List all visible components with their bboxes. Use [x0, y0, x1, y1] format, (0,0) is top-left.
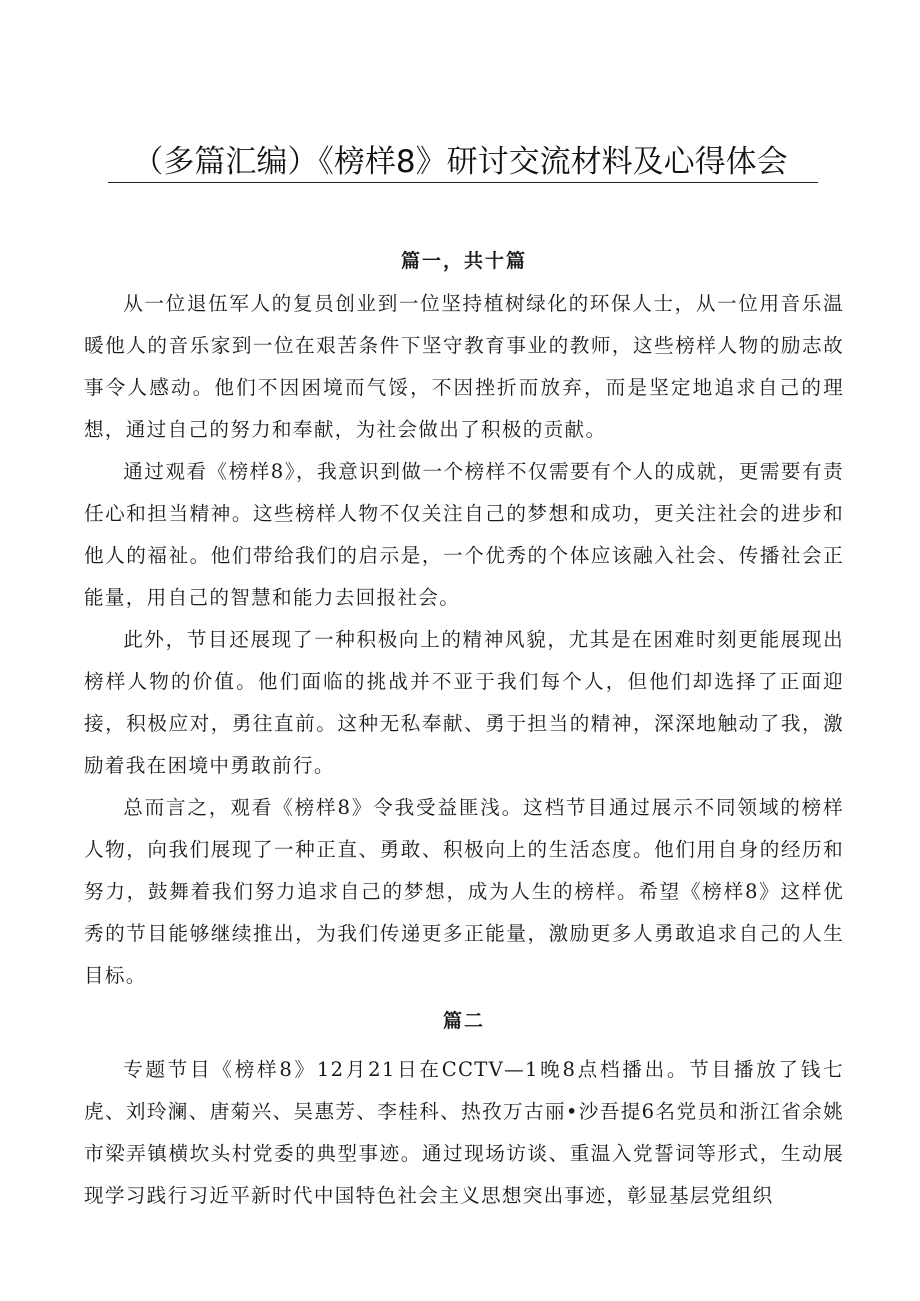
paragraph: 此外，节目还展现了一种积极向上的精神风貌，尤其是在困难时刻更能展现出榜样人物的价值。他们面临的挑战并不亚于我们每个人，但他们却选择了正面迎接，积极应对，勇往直前。这种无私奉献、勇于担当的精神，深深地触动了我，激励着我在困境中勇敢前行。	[84, 628, 844, 777]
paragraph: 通过观看《榜样8》，我意识到做一个榜样不仅需要有个人的成就，更需要有责任心和担当精神。这些榜样人物不仅关注自己的梦想和成功，更关注社会的进步和他人的福祉。他们带给我们的启示是，一个优秀的个体应该融入社会、传播社会正能量，用自己的智慧和能力去回报社会。	[84, 460, 844, 609]
paragraph: 专题节目《榜样8》12月21日在CCTV—1晚8点档播出。节目播放了钱七虎、刘玲澜、唐菊兴、吴惠芳、李桂科、热孜万古丽•沙吾提6名党员和浙江省余姚市梁弄镇横坎头村党委的典型事迹。通过现场访谈、重温入党誓词等形式，生动展现学习践行习近平新时代中国特色社会主义思想突出事迹，彰显基层党组织	[84, 1058, 844, 1207]
section-heading-2: 篇二	[442, 1010, 485, 1032]
document-body	[84, 243, 844, 1217]
title-underline	[108, 182, 818, 183]
document-title: （多篇汇编）《榜样8》研讨交流材料及心得体会	[132, 144, 788, 180]
section-heading-1: 篇一，共十篇	[400, 250, 527, 272]
paragraph: 总而言之，观看《榜样8》令我受益匪浅。这档节目通过展示不同领域的榜样人物，向我们展现了一种正直、勇敢、积极向上的生活态度。他们用自身的经历和努力，鼓舞着我们努力追求自己的梦想，成为人生的榜样。希望《榜样8》这样优秀的节目能够继续推出，为我们传递更多正能量，激励更多人勇敢追求自己的人生目标。	[84, 796, 844, 987]
paragraph: 从一位退伍军人的复员创业到一位坚持植树绿化的环保人士，从一位用音乐温暖他人的音乐家到一位在艰苦条件下坚守教育事业的教师，这些榜样人物的励志故事令人感动。他们不因困境而气馁，不因挫折而放弃，而是坚定地追求自己的理想，通过自己的努力和奉献，为社会做出了积极的贡献。	[84, 292, 844, 441]
